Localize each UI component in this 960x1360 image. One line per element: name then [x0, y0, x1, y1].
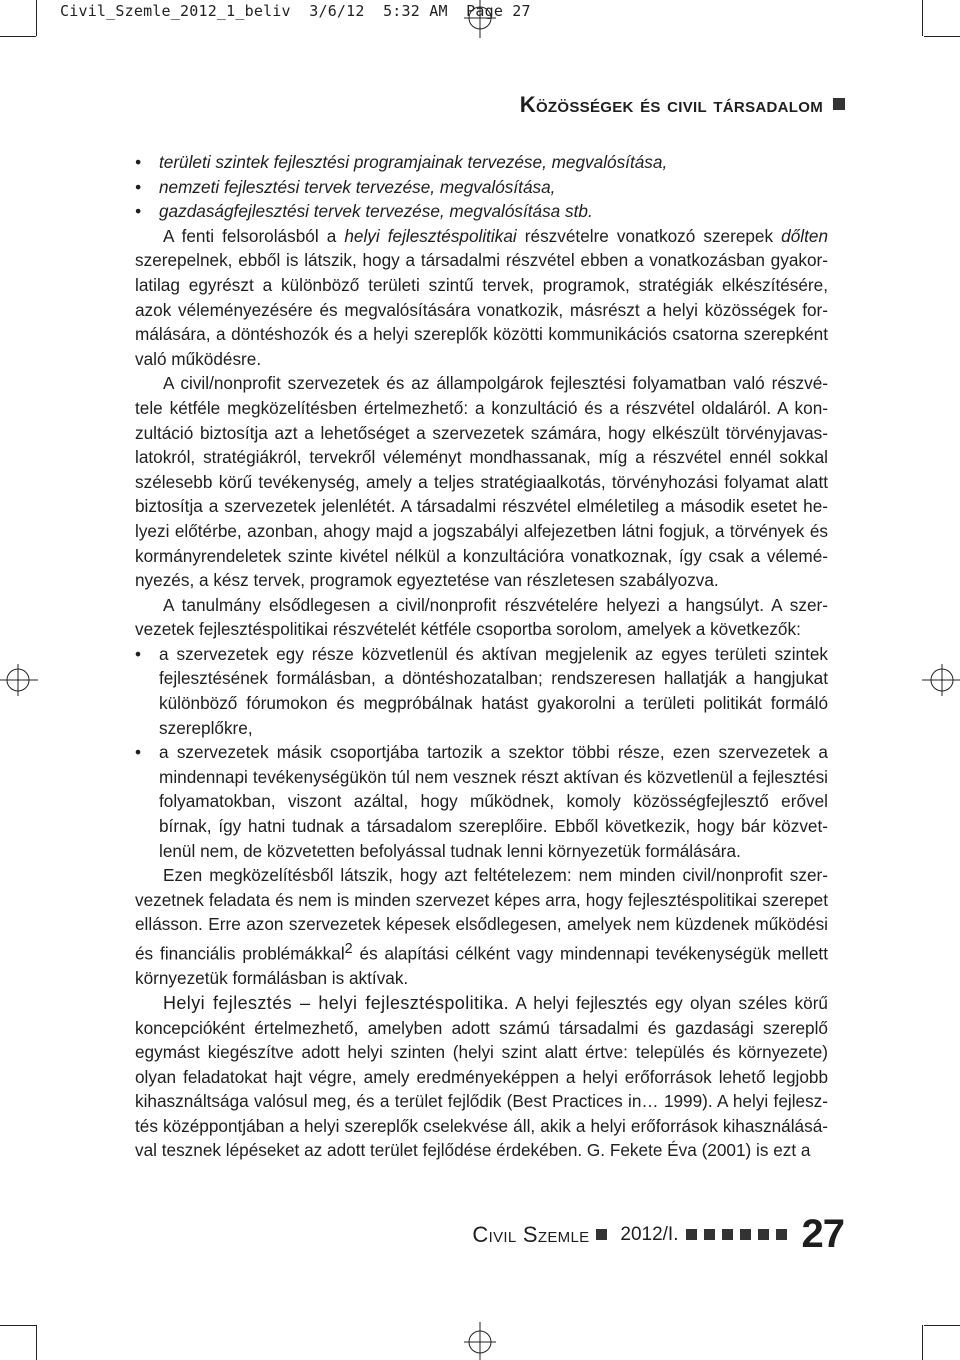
footnote-ref: 2: [344, 941, 353, 957]
journal-title: Civil Szemle: [472, 1221, 590, 1247]
square-bullet-icon: [596, 1229, 607, 1240]
crop-mark-top-right-v: [922, 0, 923, 36]
square-bullet-icon: [740, 1229, 751, 1240]
crop-mark-bottom-left-v: [36, 1325, 37, 1360]
paragraph-2: A civil/nonprofit szervezetek és az állampolgárok fejlesztési folyamatban való részvétele kétféle megközelítésben értelmezhető: a konzultáció és a részvétel oldaláról. A konzultáció biztosítja azt a lehetőséget a szervezetek számára, hogy elkészült törvényjavaslatokról, stratégiákról, tervekről véleményt mondhassanak, míg a részvétel ennél sokkal szélesebb körű tevékenység, amely a teljes stratégiaalkotás, törvényhozási folyamat alatt biztosítja a szervezetek jelenlétét. A társadalmi részvétel elméletileg a második esetet helyezi előtérbe, azonban, ahogy majd a jogszabályi alfejezetben látni fogjuk, a törvények és kormányrendeletek szinte kivétel nélkül a konzultációra vonatkoznak, így csak a véleményezés, a kész tervek, programok egyeztetése van részletesen szabályozva.: [135, 373, 828, 591]
crop-mark-top-left-v: [36, 0, 37, 36]
crop-mark-top-left-h: [0, 36, 36, 37]
registration-mark-top: [460, 0, 500, 40]
italic-term: helyi fejlesztéspolitikai: [344, 225, 517, 246]
list-item: • gazdaságfejlesztési tervek tervezése, megvalósítása stb.: [135, 199, 828, 224]
participation-bullet-list: [135, 642, 828, 863]
square-bullet-icon: [758, 1229, 769, 1240]
list-item: • területi szintek fejlesztési programjainak tervezése, megvalósítása,: [135, 150, 828, 175]
slug-line: Civil_Szemle_2012_1_beliv 3/6/12 5:32 AM Page 27: [60, 2, 531, 20]
crop-mark-top-right-h: [924, 36, 960, 37]
crop-mark-bottom-left-h: [0, 1325, 36, 1326]
square-bullet-icon: [776, 1229, 787, 1240]
square-bullet-icon: [704, 1229, 715, 1240]
running-head-title: Közösségek és civil társadalom: [519, 92, 823, 117]
italic-term: dőlten: [781, 225, 829, 246]
paragraph-3: A tanulmány elsődlegesen a civil/nonprofit részvételére helyezi a hangsúlyt. A szervezetek fejlesztéspolitikai részvételét kétféle csoportba sorolom, amelyek a következők:: [135, 594, 828, 640]
body-text: [135, 150, 828, 1163]
page-footer: [472, 1212, 844, 1257]
issue-number: 2012/I.: [620, 1223, 679, 1245]
list-item: • a szervezetek egy része közvetlenül és aktívan megjelenik az egyes területi szintek fejlesztésének formálásban, a döntéshozatalban; rendszeresen hallatják a hangjukat különböző fórumokon és megpróbálnak hatást gyakorolni a területi politikát formáló szereplőkre,: [135, 642, 828, 740]
text-run: Ezen megközelítésből látszik, hogy azt feltételezem: nem minden civil/nonprofit szervezetnek feladata és nem is minden szervezet képes arra, hogy fejlesztéspolitikai szerepet ellásson. Erre azon szervezetek képesek elsődlegesen, amelyek nem küzdenek működési és financiális problémákkal: [135, 865, 828, 964]
text-run: A fenti felsorolásból a: [163, 225, 345, 246]
registration-mark-left: [0, 660, 40, 700]
crop-mark-bottom-right-h: [924, 1325, 960, 1326]
square-bullet-icon: [833, 98, 845, 110]
text-run: A helyi fejlesztés egy olyan széles körű koncepcióként értelmezhető, amelyben adott számú társadalmi és gazdasági szereplő egymást kiegészítve adott helyi szinten (helyi szint alatt értve: település és környezete) olyan feladatokat hajt végre, amely eredményeképpen a helyi erőforrások lehető legjobb kihasználtsága valósul meg, és a terület fejlődik (Best Practices in… 1999). A helyi fejlesztés középpontjában a helyi szereplők cselekvése áll, akik a helyi erőforrások kihasználásával tesznek lépéseket az adott terület fejlődése érdekében. G. Fekete Éva (2001) is ezt a: [135, 992, 828, 1161]
square-bullet-icon: [722, 1229, 733, 1240]
text-run: szerepelnek, ebből is látszik, hogy a társadalmi részvétel ebben a vonatkozásban gyakorlatilag egyrészt a különböző területi szintű tervek, programok, stratégiák elkészítésére, azok véleményezésére és megvalósítására vonatkozik, másrészt a helyi közösségek formálására, a döntéshozók és a helyi szereplők közötti kommunikációs csatorna szerepként való működésre.: [135, 250, 828, 369]
running-head: [520, 92, 845, 118]
list-item: • nemzeti fejlesztési tervek tervezése, megvalósítása,: [135, 175, 828, 200]
list-item: • a szervezetek másik csoportjába tartozik a szektor többi része, ezen szervezetek a mindennapi tevékenységükön túl nem vesznek részt aktívan és közvetlenül a fejlesztési folyamatokban, viszont azáltal, hogy működnek, komoly közösségfejlesztő erővel bírnak, így hatni tudnak a társadalom szereplőire. Ebből következik, hogy bár közvetlenül nem, de közvetetten befolyással tudnak lenni környezetük formálására.: [135, 740, 828, 863]
paragraph-5: [135, 991, 828, 1163]
paragraph-1: [135, 224, 828, 372]
square-bullet-icon: [686, 1229, 697, 1240]
crop-mark-bottom-right-v: [922, 1325, 923, 1360]
intro-bullet-list: [135, 150, 828, 224]
registration-mark-right: [920, 660, 960, 700]
text-run: és alapítási célként vagy mindennapi tevékenységük mellett környezetük formálásban is aktívak.: [135, 943, 828, 989]
text-run: részvételre vonatkozó szerepek: [516, 225, 782, 246]
registration-mark-bottom: [460, 1320, 500, 1360]
section-heading: Helyi fejlesztés – helyi fejlesztéspolitika.: [163, 992, 510, 1013]
page-number: 27: [801, 1212, 844, 1256]
paragraph-4: [135, 863, 828, 991]
